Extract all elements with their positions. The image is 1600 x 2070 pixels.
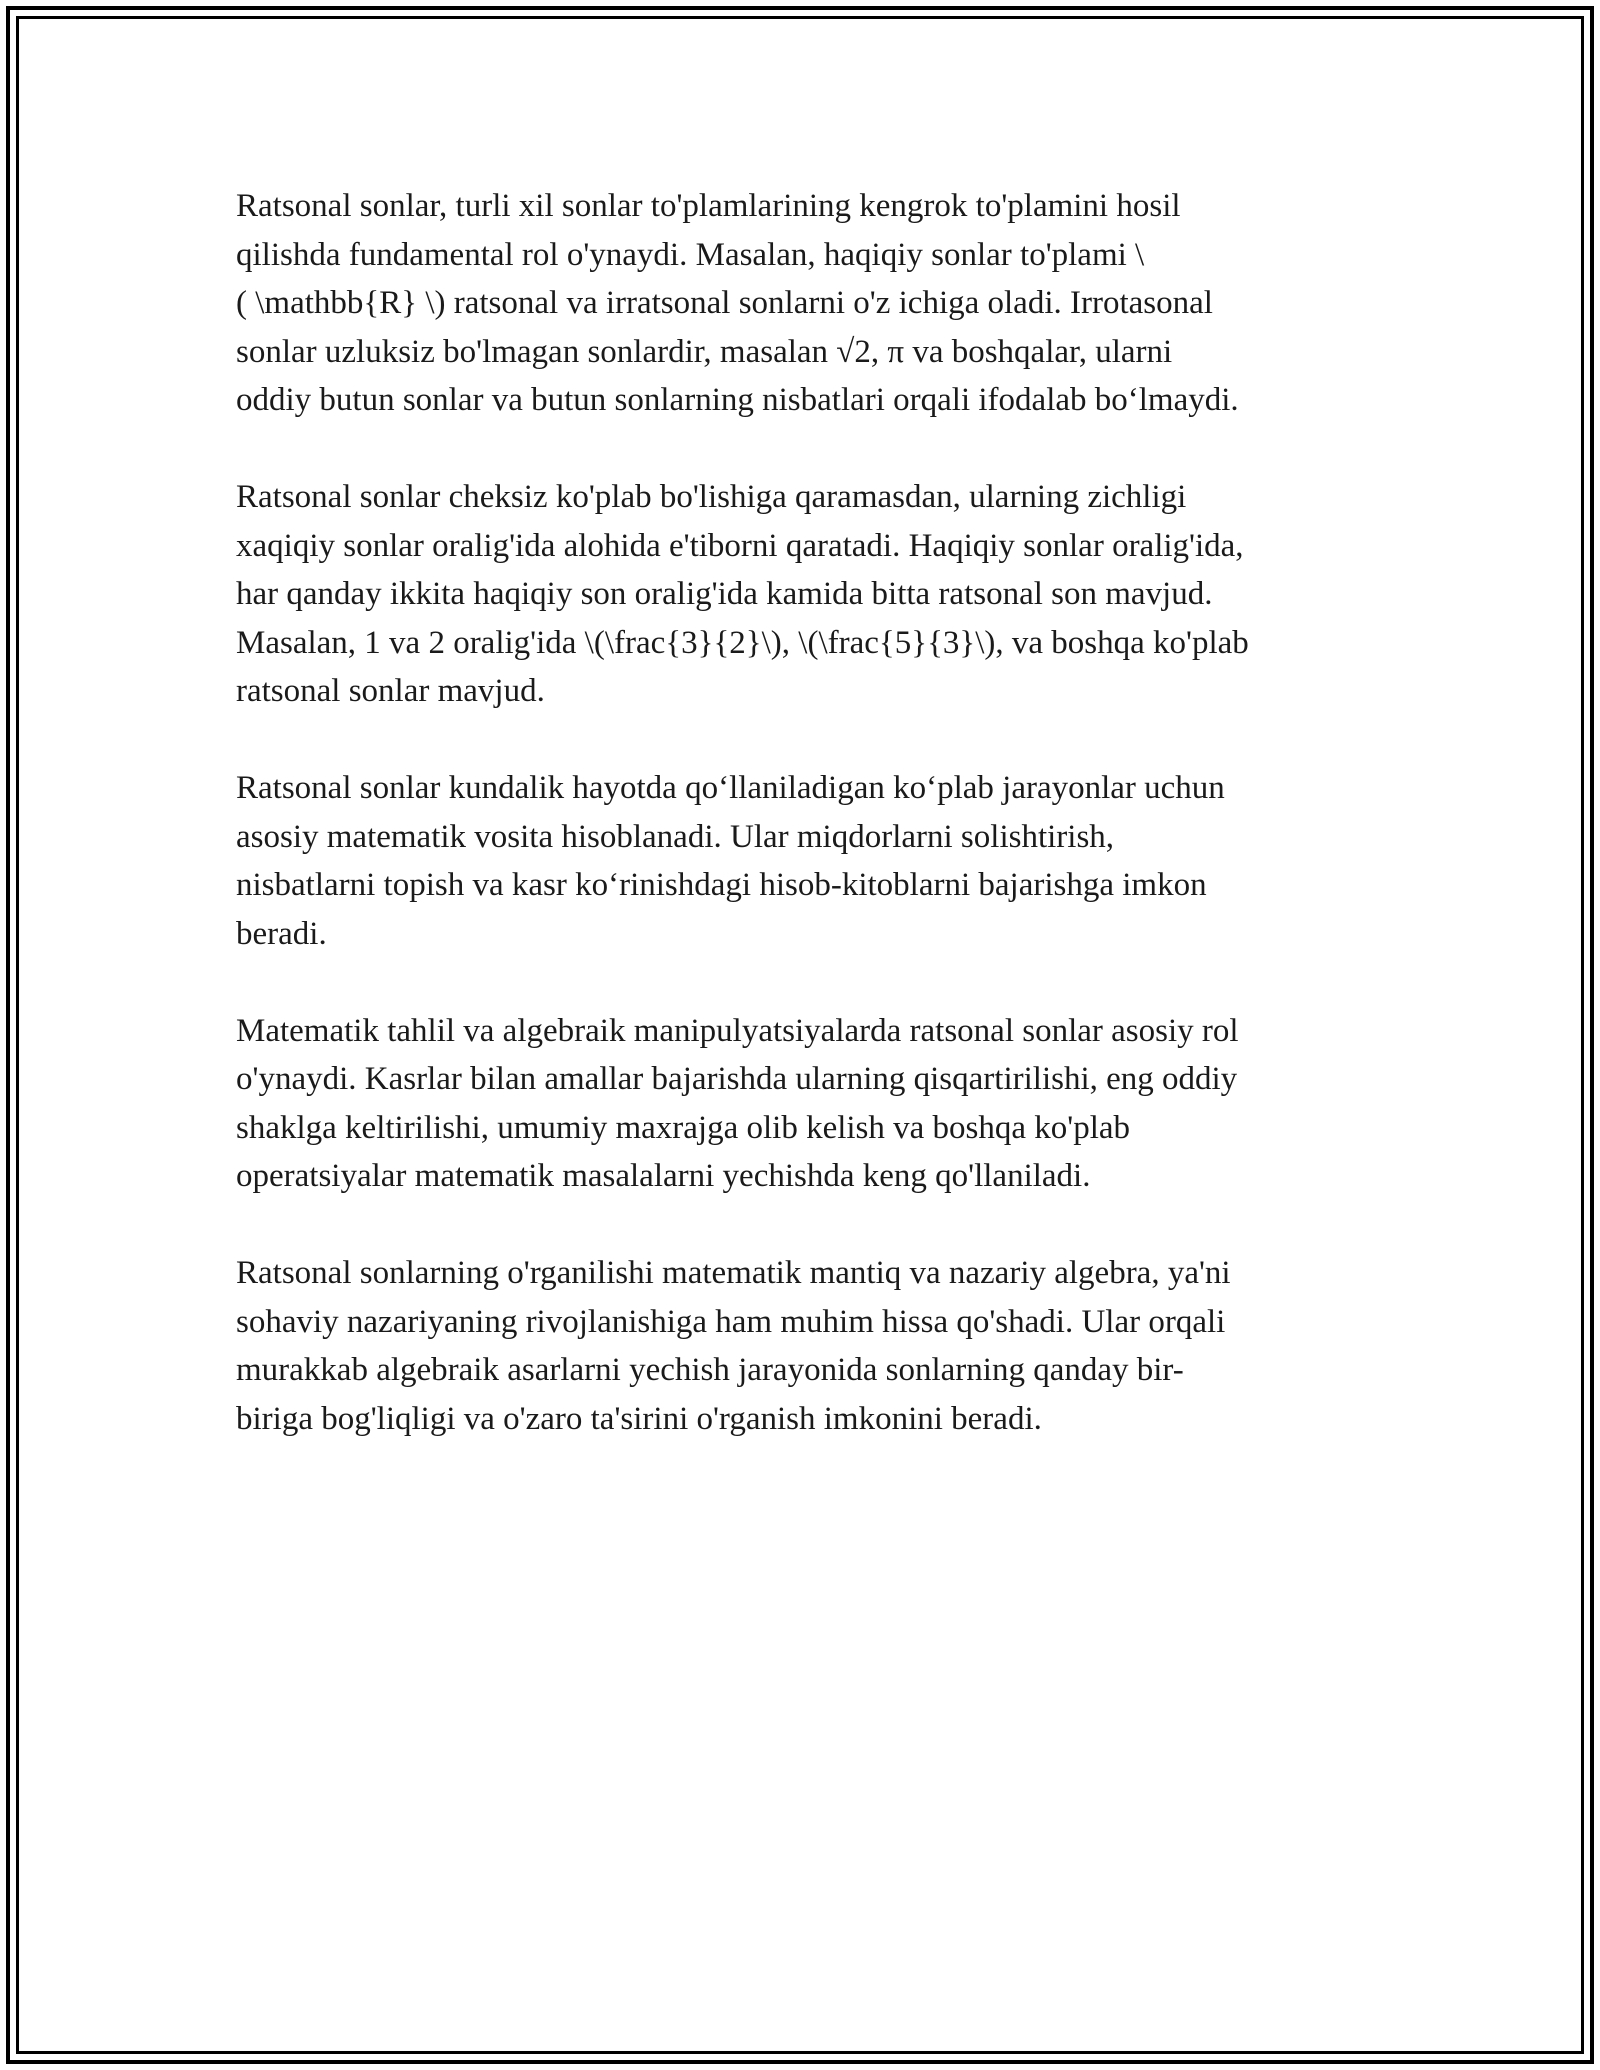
paragraph-4: [236, 1007, 1396, 1201]
paragraph-line: o'ynaydi. Kasrlar bilan amallar bajarishda ularning qisqartirilishi, eng oddiy: [236, 1061, 1238, 1097]
paragraph-line: biriga bog'liqligi va o'zaro ta'sirini o'rganish imkonini beradi.: [236, 1400, 1042, 1437]
paragraph-5: [236, 1249, 1396, 1443]
paragraph-line: qilishda fundamental rol o'ynaydi. Masalan, haqiqiy sonlar to'plami \: [236, 236, 1145, 273]
paragraph-3: [236, 764, 1396, 958]
paragraph-2: [236, 473, 1396, 716]
paragraph-line: murakkab algebraik asarlarni yechish jarayonida sonlarning qanday bir-: [236, 1352, 1184, 1388]
paragraph-line: xaqiqiy sonlar oralig'ida alohida e'tiborni qaratadi. Haqiqiy sonlar oralig'ida,: [236, 527, 1244, 564]
paragraph-line: Ratsonal sonlar, turli xil sonlar to'plamlarining kengrok to'plamini hosil: [236, 188, 1181, 224]
paragraph-line: asosiy matematik vosita hisoblanadi. Ular miqdorlarni solishtirish,: [236, 818, 1115, 855]
paragraph-line: har qanday ikkita haqiqiy son oralig'ida kamida bitta ratsonal son mavjud.: [236, 576, 1213, 612]
paragraph-line: shaklga keltirilishi, umumiy maxrajga olib kelish va boshqa ko'plab: [236, 1109, 1131, 1146]
paragraph-line: sonlar uzluksiz bo'lmagan sonlardir, masalan √2, π va boshqalar, ularni: [236, 333, 1173, 370]
paragraph-line: oddiy butun sonlar va butun sonlarning nisbatlari orqali ifodalab bo‘lmaydi.: [236, 382, 1239, 418]
document-body: [236, 182, 1396, 1492]
paragraph-line: nisbatlarni topish va kasr ko‘rinishdagi hisob-kitoblarni bajarishga imkon: [236, 867, 1207, 903]
paragraph-line: Masalan, 1 va 2 oralig'ida \(\frac{3}{2}\), \(\frac{5}{3}\), va boshqa ko'plab: [236, 624, 1249, 661]
paragraph-line: Ratsonal sonlar cheksiz ko'plab bo'lishiga qaramasdan, ularning zichligi: [236, 479, 1187, 515]
paragraph-line: operatsiyalar matematik masalalarni yechishda keng qo'llaniladi.: [236, 1158, 1091, 1194]
paragraph-line: sohaviy nazariyaning rivojlanishiga ham muhim hissa qo'shadi. Ular orqali: [236, 1303, 1226, 1340]
paragraph-line: Ratsonal sonlarning o'rganilishi matematik mantiq va nazariy algebra, ya'ni: [236, 1255, 1231, 1291]
paragraph-line: Ratsonal sonlar kundalik hayotda qo‘llaniladigan ko‘plab jarayonlar uchun: [236, 770, 1225, 806]
paragraph-line: beradi.: [236, 915, 327, 952]
paragraph-line: Matematik tahlil va algebraik manipulyatsiyalarda ratsonal sonlar asosiy rol: [236, 1012, 1239, 1049]
paragraph-1: [236, 182, 1396, 425]
paragraph-line: ratsonal sonlar mavjud.: [236, 673, 545, 709]
paragraph-line: ( \mathbb{R} \) ratsonal va irratsonal sonlarni o'z ichiga oladi. Irrotasonal: [236, 285, 1213, 321]
